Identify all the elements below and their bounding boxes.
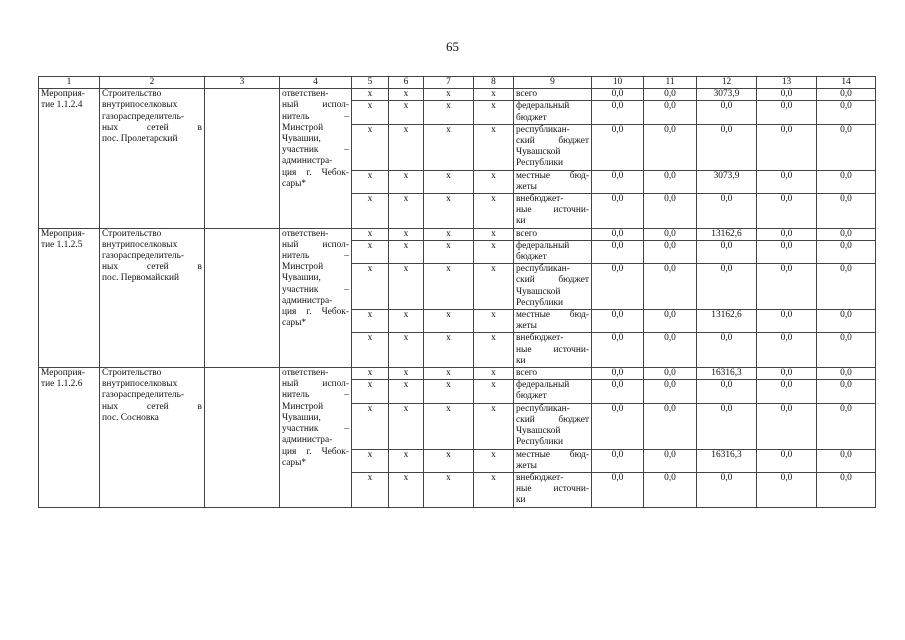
code-cell: x [389, 333, 424, 368]
measure-name-line: ных сетей в [102, 401, 202, 412]
measure-name-line: внутрипоселковых [102, 100, 178, 111]
amount-cell: 0,0 [697, 380, 757, 403]
amount-cell: 0,0 [697, 101, 757, 124]
amount-cell: 0,0 [644, 380, 697, 403]
executor-line: Минстрой [282, 262, 324, 273]
amount-cell: 0,0 [644, 89, 697, 101]
measure-id-line: тие 1.1.2.6 [41, 379, 83, 390]
funding-source-line: федеральный [516, 240, 570, 251]
amount-cell: 0,0 [644, 310, 697, 333]
amount-cell: 0,0 [644, 472, 697, 507]
amount-cell: 0,0 [644, 228, 697, 240]
funding-source-line: всего [516, 368, 538, 379]
amount-cell: 0,0 [817, 124, 876, 170]
amount-cell: 0,0 [817, 368, 876, 380]
code-cell: x [474, 380, 514, 403]
amount-cell: 0,0 [592, 101, 644, 124]
code-cell: x [389, 368, 424, 380]
code-cell: x [352, 449, 389, 472]
code-cell: x [424, 89, 474, 101]
executor-line: сары* [282, 457, 307, 468]
code-cell: x [352, 310, 389, 333]
code-cell: x [424, 240, 474, 263]
column-number: 9 [514, 77, 592, 89]
measure-name-line: внутрипоселковых [102, 379, 178, 390]
amount-cell: 0,0 [817, 170, 876, 193]
funding-source-line: Республики [516, 297, 564, 308]
code-cell: x [352, 403, 389, 449]
measure-id [39, 89, 100, 228]
executor-line: Чувашии, [282, 273, 321, 284]
amount-cell: 0,0 [592, 89, 644, 101]
amount-cell: 0,0 [644, 449, 697, 472]
measure-name [100, 368, 205, 507]
measure-id-line: тие 1.1.2.5 [41, 239, 83, 250]
amount-cell: 0,0 [817, 310, 876, 333]
amount-cell: 0,0 [592, 124, 644, 170]
amount-cell: 0,0 [757, 240, 817, 263]
executor-line: Чувашии, [282, 412, 321, 423]
code-cell: x [474, 240, 514, 263]
code-cell: x [474, 170, 514, 193]
column-number: 14 [817, 77, 876, 89]
executor-line: нитель – [282, 111, 349, 122]
code-cell: x [474, 124, 514, 170]
measure-2-row [39, 228, 876, 240]
amount-cell: 0,0 [757, 472, 817, 507]
code-cell: x [424, 228, 474, 240]
amount-cell: 0,0 [757, 368, 817, 380]
page-number: 65 [446, 39, 459, 54]
measure-name-line: газораспределитель- [102, 390, 185, 401]
funding-source [514, 368, 592, 380]
code-cell: x [424, 264, 474, 310]
column-number: 3 [205, 77, 280, 89]
code-cell: x [352, 89, 389, 101]
measure-name-line: пос. Сосновка [102, 412, 159, 423]
column-number: 6 [389, 77, 424, 89]
executor-line: ный испол- [282, 100, 349, 111]
code-cell: x [389, 264, 424, 310]
code-cell: x [389, 170, 424, 193]
amount-cell: 0,0 [644, 170, 697, 193]
executor-line: ция г. Чебок- [282, 167, 349, 178]
amount-cell: 0,0 [592, 403, 644, 449]
budget-table [38, 76, 876, 508]
code-cell: x [389, 472, 424, 507]
funding-source [514, 403, 592, 449]
amount-cell: 0,0 [757, 124, 817, 170]
funding-source-line: республикан- [516, 403, 570, 414]
code-cell: x [352, 264, 389, 310]
amount-cell: 13162,6 [697, 310, 757, 333]
amount-cell: 0,0 [697, 240, 757, 263]
funding-source-line: ки [516, 495, 526, 506]
amount-cell: 0,0 [592, 194, 644, 229]
amount-cell: 0,0 [592, 264, 644, 310]
measure-name-line: пос. Пролетарский [102, 134, 178, 145]
amount-cell: 0,0 [592, 380, 644, 403]
executor-line: ответствен- [282, 368, 329, 379]
amount-cell: 16316,3 [697, 368, 757, 380]
code-cell: x [352, 228, 389, 240]
funding-source [514, 333, 592, 368]
amount-cell: 0,0 [592, 170, 644, 193]
code-cell: x [424, 194, 474, 229]
amount-cell: 0,0 [644, 333, 697, 368]
amount-cell: 0,0 [592, 240, 644, 263]
code-cell: x [474, 194, 514, 229]
code-cell: x [352, 333, 389, 368]
code-cell: x [474, 89, 514, 101]
code-cell: x [474, 403, 514, 449]
amount-cell: 0,0 [757, 403, 817, 449]
amount-cell: 0,0 [817, 264, 876, 310]
executor-line: ция г. Чебок- [282, 307, 349, 318]
code-cell: x [389, 240, 424, 263]
funding-source-line: ные источни- [516, 205, 589, 216]
code-cell: x [424, 380, 474, 403]
amount-cell: 0,0 [817, 89, 876, 101]
measure-name [100, 228, 205, 367]
amount-cell: 0,0 [817, 333, 876, 368]
code-cell: x [474, 472, 514, 507]
amount-cell: 0,0 [757, 101, 817, 124]
amount-cell: 0,0 [697, 403, 757, 449]
code-cell: x [474, 101, 514, 124]
executor-line: нитель – [282, 251, 349, 262]
measure-name-line: ных сетей в [102, 262, 202, 273]
funding-source [514, 124, 592, 170]
code-cell: x [389, 124, 424, 170]
funding-source-line: ский бюджет [516, 275, 589, 286]
funding-source-line: местные бюд- [516, 170, 589, 181]
code-cell: x [474, 449, 514, 472]
code-cell: x [389, 403, 424, 449]
amount-cell: 0,0 [817, 101, 876, 124]
amount-cell: 0,0 [697, 472, 757, 507]
funding-source-line: ский бюджет [516, 414, 589, 425]
amount-cell: 0,0 [757, 333, 817, 368]
amount-cell: 0,0 [757, 310, 817, 333]
executor-line: ответствен- [282, 89, 329, 100]
funding-source-line: жеты [516, 181, 537, 192]
column-number: 8 [474, 77, 514, 89]
code-cell: x [474, 228, 514, 240]
funding-source [514, 228, 592, 240]
amount-cell: 0,0 [592, 333, 644, 368]
amount-cell: 0,0 [757, 228, 817, 240]
funding-source-line: ский бюджет [516, 136, 589, 147]
funding-source [514, 472, 592, 507]
funding-source-line: Республики [516, 158, 564, 169]
code-cell: x [352, 368, 389, 380]
executor-line: ный испол- [282, 239, 349, 250]
measure-id-line: тие 1.1.2.4 [41, 100, 83, 111]
executor-line: ответствен- [282, 228, 329, 239]
measure-id-line: Мероприя- [41, 368, 85, 379]
code-cell: x [424, 449, 474, 472]
code-cell: x [352, 380, 389, 403]
amount-cell: 0,0 [592, 310, 644, 333]
amount-cell: 0,0 [817, 403, 876, 449]
funding-source-line: федеральный [516, 380, 570, 391]
funding-source-line: Чувашской [516, 426, 561, 437]
code-cell: x [389, 380, 424, 403]
funding-source-line: местные бюд- [516, 449, 589, 460]
funding-source-line: ки [516, 216, 526, 227]
column-number: 12 [697, 77, 757, 89]
funding-source [514, 264, 592, 310]
column-number: 7 [424, 77, 474, 89]
measure-name-line: газораспределитель- [102, 251, 185, 262]
executor-line: участник – [282, 424, 349, 435]
code-cell: x [474, 333, 514, 368]
executor-line: сары* [282, 318, 307, 329]
measure-name-line: газораспределитель- [102, 111, 185, 122]
code-cell: x [389, 449, 424, 472]
column-number: 10 [592, 77, 644, 89]
measure-id-line: Мероприя- [41, 89, 85, 100]
amount-cell: 0,0 [697, 124, 757, 170]
executor-line: нитель – [282, 390, 349, 401]
header-row [39, 77, 876, 89]
executor-line: участник – [282, 145, 349, 156]
measure-name [100, 89, 205, 228]
measure-id [39, 228, 100, 367]
funding-source [514, 240, 592, 263]
code-cell: x [389, 101, 424, 124]
code-cell: x [352, 170, 389, 193]
code-cell: x [474, 264, 514, 310]
measure-name-line: Строительство [102, 368, 162, 379]
funding-source-line: жеты [516, 321, 537, 332]
code-cell: x [424, 368, 474, 380]
funding-source [514, 194, 592, 229]
amount-cell: 0,0 [644, 368, 697, 380]
funding-source-line: бюджет [516, 112, 547, 123]
amount-cell: 0,0 [697, 194, 757, 229]
funding-source [514, 310, 592, 333]
code-cell: x [424, 310, 474, 333]
code-cell: x [352, 472, 389, 507]
amount-cell: 0,0 [697, 333, 757, 368]
funding-source [514, 449, 592, 472]
code-cell: x [474, 310, 514, 333]
code-cell: x [389, 89, 424, 101]
funding-source-line: ные источни- [516, 484, 589, 495]
column-number: 4 [280, 77, 352, 89]
column-3-empty [205, 89, 280, 228]
measure-name-line: Строительство [102, 89, 162, 100]
amount-cell: 0,0 [757, 89, 817, 101]
funding-source [514, 380, 592, 403]
executor-line: Минстрой [282, 401, 324, 412]
code-cell: x [352, 124, 389, 170]
code-cell: x [424, 472, 474, 507]
column-number: 11 [644, 77, 697, 89]
amount-cell: 0,0 [817, 449, 876, 472]
amount-cell: 0,0 [644, 124, 697, 170]
column-number: 13 [757, 77, 817, 89]
amount-cell: 3073,9 [697, 89, 757, 101]
executor-line: администра- [282, 156, 333, 167]
amount-cell: 0,0 [697, 264, 757, 310]
executor-line: участник – [282, 284, 349, 295]
funding-source-line: внебюджет- [516, 333, 564, 344]
code-cell: x [424, 101, 474, 124]
amount-cell: 0,0 [592, 472, 644, 507]
amount-cell: 3073,9 [697, 170, 757, 193]
funding-source-line: бюджет [516, 252, 547, 263]
code-cell: x [352, 194, 389, 229]
column-3-empty [205, 368, 280, 507]
amount-cell: 0,0 [592, 449, 644, 472]
funding-source-line: внебюджет- [516, 194, 564, 205]
measure-3-row [39, 368, 876, 380]
column-number: 2 [100, 77, 205, 89]
column-number: 1 [39, 77, 100, 89]
amount-cell: 0,0 [757, 170, 817, 193]
amount-cell: 0,0 [644, 194, 697, 229]
amount-cell: 0,0 [592, 228, 644, 240]
column-number: 5 [352, 77, 389, 89]
measure-id [39, 368, 100, 507]
measure-id-line: Мероприя- [41, 228, 85, 239]
measure-name-line: внутрипоселковых [102, 239, 178, 250]
funding-source [514, 101, 592, 124]
funding-source-line: Республики [516, 437, 564, 448]
amount-cell: 0,0 [757, 380, 817, 403]
funding-source-line: всего [516, 228, 538, 239]
amount-cell: 0,0 [644, 264, 697, 310]
funding-source [514, 89, 592, 101]
code-cell: x [389, 310, 424, 333]
amount-cell: 0,0 [757, 449, 817, 472]
funding-source-line: ные источни- [516, 344, 589, 355]
amount-cell: 0,0 [644, 240, 697, 263]
amount-cell: 0,0 [644, 403, 697, 449]
code-cell: x [474, 368, 514, 380]
executor-line: сары* [282, 178, 307, 189]
executor-line: Чувашии, [282, 134, 321, 145]
executor [280, 89, 352, 228]
code-cell: x [352, 240, 389, 263]
funding-source-line: местные бюд- [516, 310, 589, 321]
amount-cell: 0,0 [592, 368, 644, 380]
amount-cell: 0,0 [757, 264, 817, 310]
funding-source-line: федеральный [516, 101, 570, 112]
amount-cell: 0,0 [817, 228, 876, 240]
amount-cell: 0,0 [644, 101, 697, 124]
code-cell: x [424, 170, 474, 193]
code-cell: x [389, 194, 424, 229]
funding-source-line: внебюджет- [516, 472, 564, 483]
funding-source-line: республикан- [516, 264, 570, 275]
code-cell: x [352, 101, 389, 124]
funding-source-line: бюджет [516, 391, 547, 402]
amount-cell: 16316,3 [697, 449, 757, 472]
executor-line: администра- [282, 435, 333, 446]
funding-source-line: всего [516, 89, 538, 100]
code-cell: x [389, 228, 424, 240]
amount-cell: 0,0 [817, 240, 876, 263]
column-3-empty [205, 228, 280, 367]
code-cell: x [424, 124, 474, 170]
measure-name-line: пос. Первомайский [102, 273, 180, 284]
funding-source [514, 170, 592, 193]
funding-source-line: Чувашской [516, 286, 561, 297]
amount-cell: 0,0 [817, 380, 876, 403]
executor-line: ция г. Чебок- [282, 446, 349, 457]
measure-1-row [39, 89, 876, 101]
funding-source-line: Чувашской [516, 147, 561, 158]
executor [280, 228, 352, 367]
funding-source-line: ки [516, 355, 526, 366]
executor [280, 368, 352, 507]
executor-line: ный испол- [282, 379, 349, 390]
measure-name-line: ных сетей в [102, 122, 202, 133]
amount-cell: 0,0 [817, 194, 876, 229]
measure-name-line: Строительство [102, 228, 162, 239]
executor-line: Минстрой [282, 122, 324, 133]
code-cell: x [424, 333, 474, 368]
funding-source-line: республикан- [516, 124, 570, 135]
amount-cell: 13162,6 [697, 228, 757, 240]
code-cell: x [424, 403, 474, 449]
funding-source-line: жеты [516, 460, 537, 471]
amount-cell: 0,0 [817, 472, 876, 507]
amount-cell: 0,0 [757, 194, 817, 229]
executor-line: администра- [282, 295, 333, 306]
